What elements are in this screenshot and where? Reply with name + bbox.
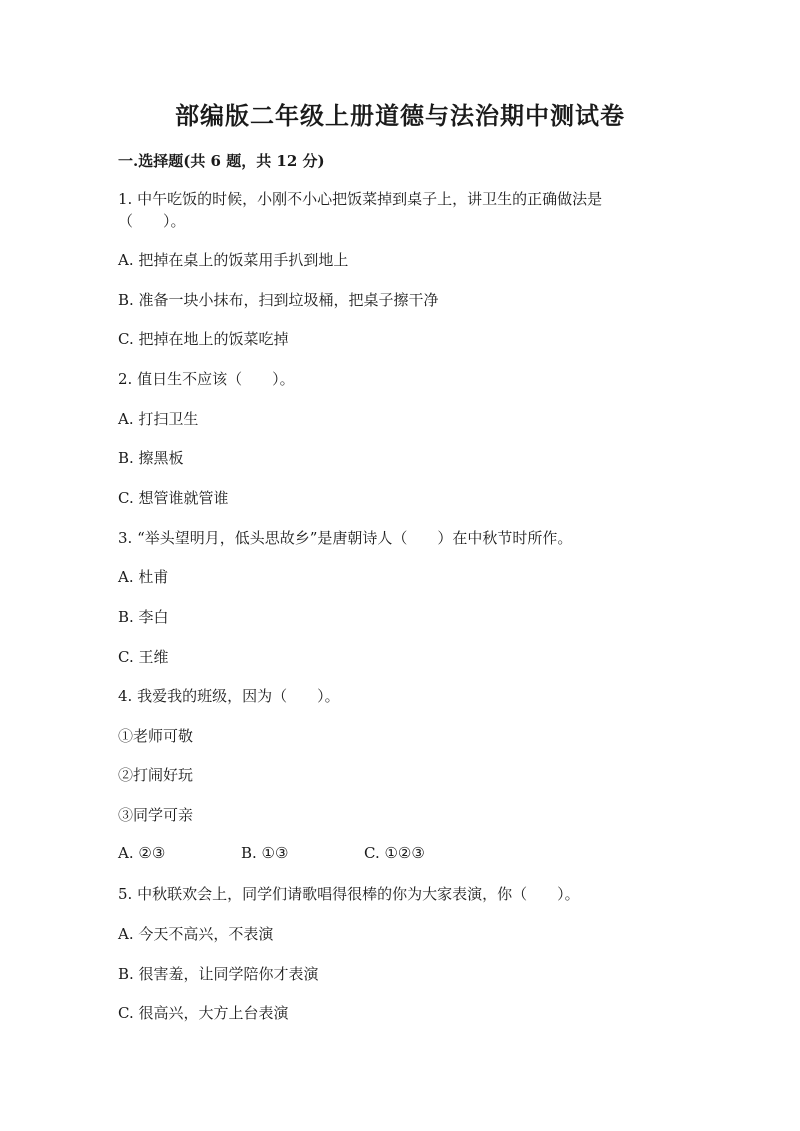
question-4-item-3: ③同学可亲: [118, 806, 194, 824]
question-3-option-b: B. 李白: [118, 608, 169, 626]
question-1-option-a: A. 把掉在桌上的饭菜用手扒到地上: [118, 251, 349, 269]
question-5-option-a: A. 今天不高兴，不表演: [118, 925, 274, 943]
question-2-option-a: A. 打扫卫生: [118, 410, 199, 428]
question-5-stem: 5. 中秋联欢会上，同学们请歌唱得很棒的你为大家表演，你（ ）。: [118, 885, 580, 903]
question-1-stem-cont: （ ）。: [118, 212, 186, 230]
question-2-option-b: B. 擦黑板: [118, 449, 184, 467]
question-1-option-c: C. 把掉在地上的饭菜吃掉: [118, 330, 289, 348]
question-2-stem: 2. 值日生不应该（ ）。: [118, 370, 295, 388]
question-4-item-1: ①老师可敬: [118, 727, 194, 745]
question-1-option-b: B. 准备一块小抹布，扫到垃圾桶，把桌子擦干净: [118, 291, 439, 309]
question-3-stem: 3. “举头望明月，低头思故乡”是唐朝诗人（ ）在中秋节时所作。: [118, 529, 573, 547]
question-2-option-c: C. 想管谁就管谁: [118, 489, 229, 507]
exam-title: 部编版二年级上册道德与法治期中测试卷: [175, 101, 625, 130]
question-4-item-2: ②打闹好玩: [118, 766, 194, 784]
question-4-stem: 4. 我爱我的班级，因为（ ）。: [118, 687, 340, 705]
question-5-option-c: C. 很高兴，大方上台表演: [118, 1004, 289, 1022]
question-3-option-c: C. 王维: [118, 648, 169, 666]
question-5-option-b: B. 很害羞，让同学陪你才表演: [118, 965, 319, 983]
question-4-option-c: C. ①②③: [364, 844, 425, 862]
section-heading: 一.选择题(共 6 题，共 12 分): [118, 152, 325, 170]
question-4-option-a: A. ②③: [118, 844, 166, 862]
question-1-stem: 1. 中午吃饭的时候，小刚不小心把饭菜掉到桌子上，讲卫生的正确做法是: [118, 190, 603, 208]
question-4-option-b: B. ①③: [241, 844, 289, 862]
question-3-option-a: A. 杜甫: [118, 568, 169, 586]
